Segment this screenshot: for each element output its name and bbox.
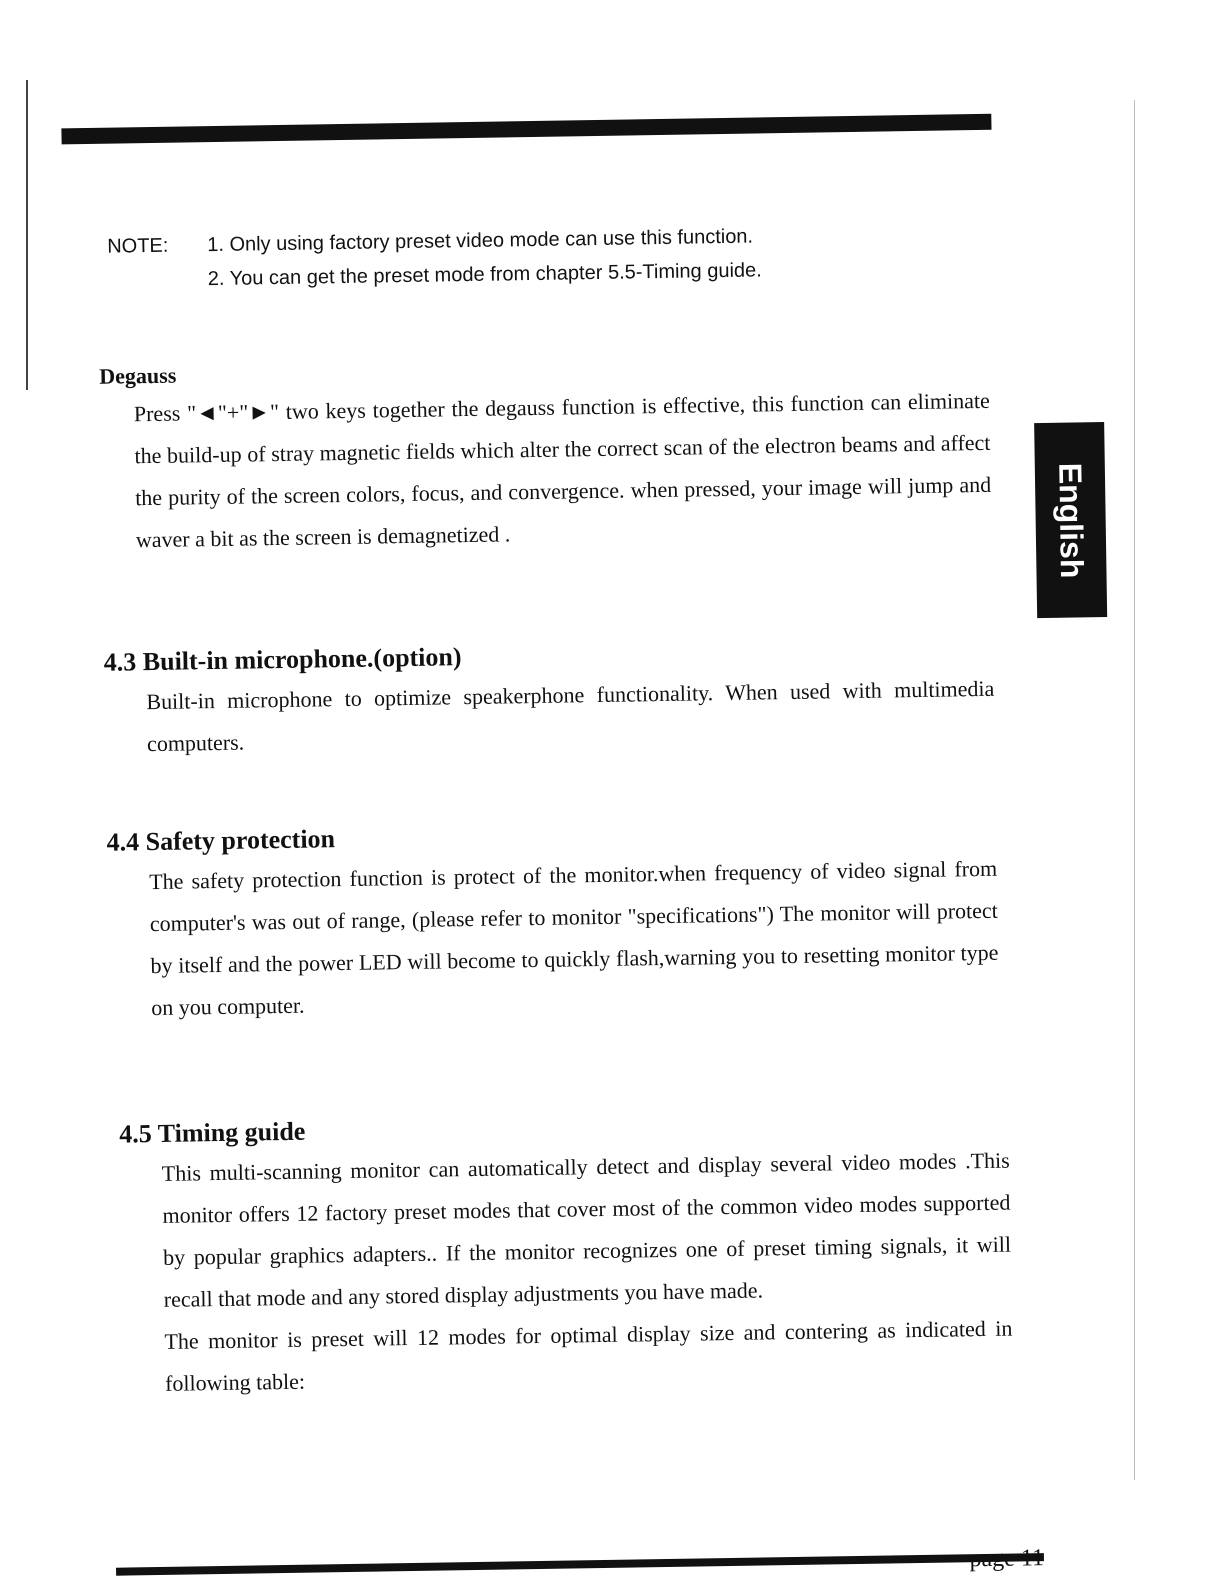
language-tab — [1034, 422, 1107, 618]
note-line-2: 2. You can get the preset mode from chapter 5.5-Timing guide. — [207, 259, 762, 291]
footer-rule — [116, 1553, 1044, 1576]
section-4-4-body: The safety protection function is protect of the monitor.when frequency of video signal from computer's was out of range, (please refer to monitor "specifications") The monitor will protect by itself and the power LED will become to quickly flash,warning you to resetting monitor type on you computer. — [149, 855, 999, 1021]
section-4-4 — [106, 814, 999, 1030]
section-4-3-body: Built-in microphone to optimize speakerphone functionality. When used with multimedia computers. — [146, 675, 995, 757]
note-line-1: 1. Only using factory preset video mode can use this function. — [207, 225, 754, 257]
language-tab-label: English — [1052, 462, 1091, 579]
degauss-section — [99, 350, 992, 562]
section-4-3 — [104, 634, 996, 766]
degauss-heading: Degauss — [99, 362, 177, 389]
note-block — [107, 219, 762, 297]
degauss-body: Press "◄"+"►" two keys together the degauss function is effective, this function can eliminate the build-up of stray magnetic fields which alter the correct scan of the electron beams and affect the purity of the screen colors, focus, and convergence. when pressed, your image will jump and waver a bit as the screen is demagnetized . — [133, 387, 992, 553]
section-4-5-heading: 4.5 Timing guide — [118, 1116, 306, 1149]
section-4-5-body-1: This multi-scanning monitor can automatically detect and display several video modes .This monitor offers 12 factory preset modes that cover most of the common video modes supported by popular graphics adapters.. If the monitor recognizes one of preset timing signals, it will recall that mode and any stored display adjustments you have made. — [161, 1147, 1012, 1312]
page-number: page 11 — [969, 1545, 1045, 1573]
section-4-5 — [119, 1106, 1013, 1406]
section-4-4-heading: 4.4 Safety protection — [106, 824, 336, 857]
section-4-5-body-2: The monitor is preset will 12 modes for optimal display size and contering as indicated in following table: — [164, 1315, 1013, 1396]
section-4-3-heading: 4.3 Built-in microphone.(option) — [103, 642, 462, 677]
note-label: NOTE: — [107, 234, 169, 258]
header-rule — [61, 114, 991, 145]
